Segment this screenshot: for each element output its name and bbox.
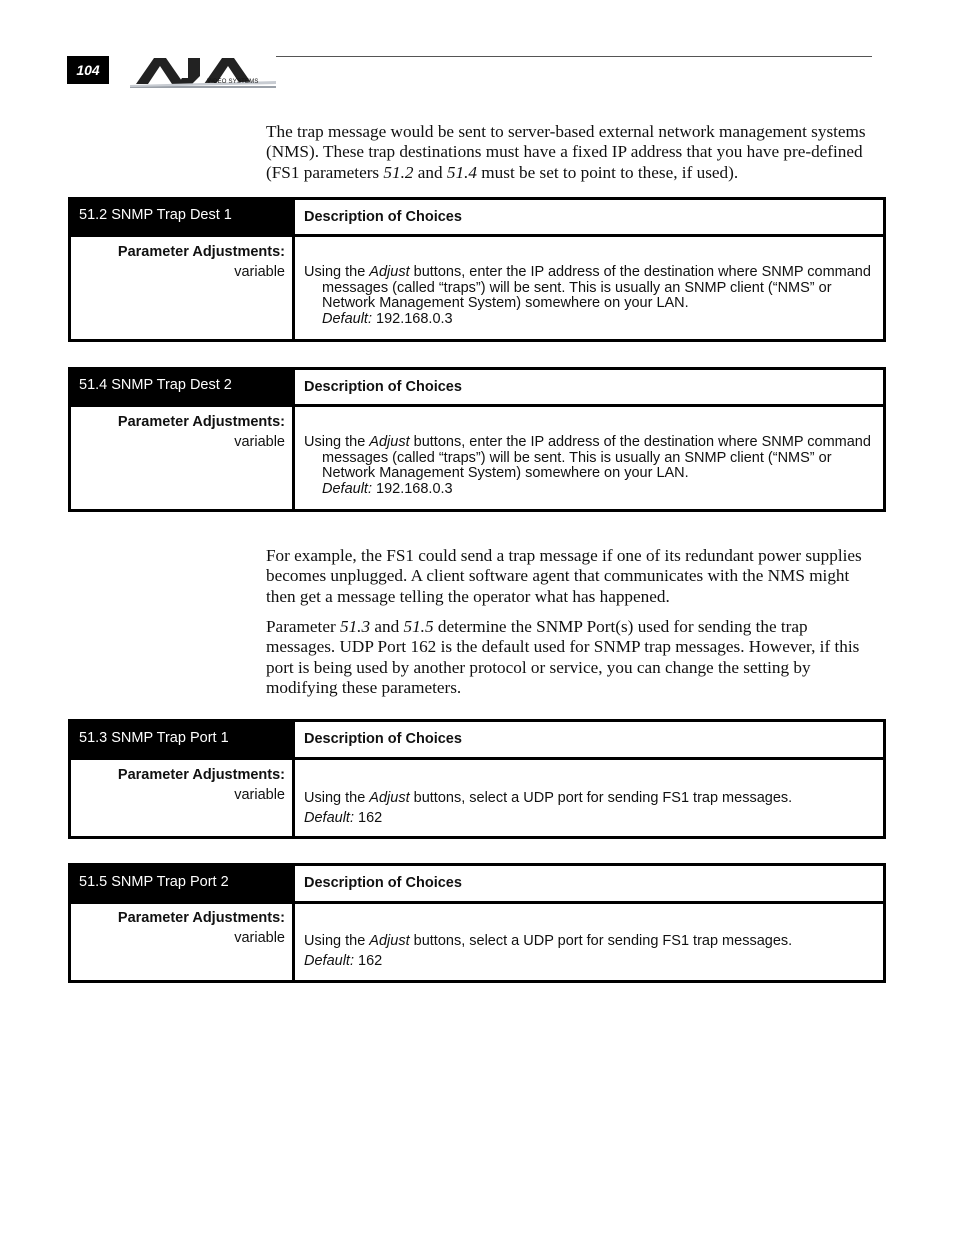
desc-header: Description of Choices	[295, 370, 883, 404]
param-adjustments: Parameter Adjustments: variable	[71, 237, 292, 339]
page-number: 104	[67, 56, 109, 84]
param-table-51-4	[68, 367, 886, 512]
param-table-51-3	[68, 719, 886, 839]
param-table-51-5	[68, 863, 886, 983]
desc-header: Description of Choices	[295, 866, 883, 901]
desc-header: Description of Choices	[295, 722, 883, 757]
param-adjustments: Parameter Adjustments: variable	[71, 904, 292, 980]
desc-header: Description of Choices	[295, 200, 883, 234]
desc-body: Using the Adjust buttons, enter the IP address of the destination where SNMP command messages (called “traps”) will be sent. This is usually an SNMP client (“NMS” or Network Management System) somewhere on your LAN. Default: 192.168.0.3	[295, 237, 883, 339]
param-adjustments: Parameter Adjustments: variable	[71, 407, 292, 509]
desc-body: Using the Adjust buttons, select a UDP port for sending FS1 trap messages. Default: 162	[295, 904, 883, 980]
header-rule	[276, 56, 872, 57]
param-title: 51.5 SNMP Trap Port 2	[79, 874, 229, 890]
desc-body: Using the Adjust buttons, enter the IP address of the destination where SNMP command messages (called “traps”) will be sent. This is usually an SNMP client (“NMS” or Network Management System) somewhere on your LAN. Default: 192.168.0.3	[295, 407, 883, 509]
logo-subtext: VIDEO SYSTEMS	[207, 79, 259, 85]
intro-paragraph: The trap message would be sent to server-based external network management systems (NMS). These trap destinations must have a fixed IP address that you have pre-defined (FS1 parameters 51.2 and 51.4 must be set to point to these, if used).	[266, 122, 866, 182]
param-title: 51.4 SNMP Trap Dest 2	[79, 377, 232, 393]
port-paragraph: Parameter 51.3 and 51.5 determine the SNMP Port(s) used for sending the trap messages. UDP Port 162 is the default used for SNMP trap messages. However, if this port is being used by another protocol or service, you can change the setting by modifying these parameters.	[266, 617, 860, 698]
param-table-51-2	[68, 197, 886, 342]
desc-body: Using the Adjust buttons, select a UDP port for sending FS1 trap messages. Default: 162	[295, 760, 883, 836]
example-paragraph: For example, the FS1 could send a trap message if one of its redundant power supplies becomes unplugged. A client software agent that communicates with the NMS might then get a message telling the operator what has happened.	[266, 546, 862, 606]
param-adjustments: Parameter Adjustments: variable	[71, 760, 292, 836]
param-title: 51.2 SNMP Trap Dest 1	[79, 207, 232, 223]
param-title: 51.3 SNMP Trap Port 1	[79, 730, 229, 746]
